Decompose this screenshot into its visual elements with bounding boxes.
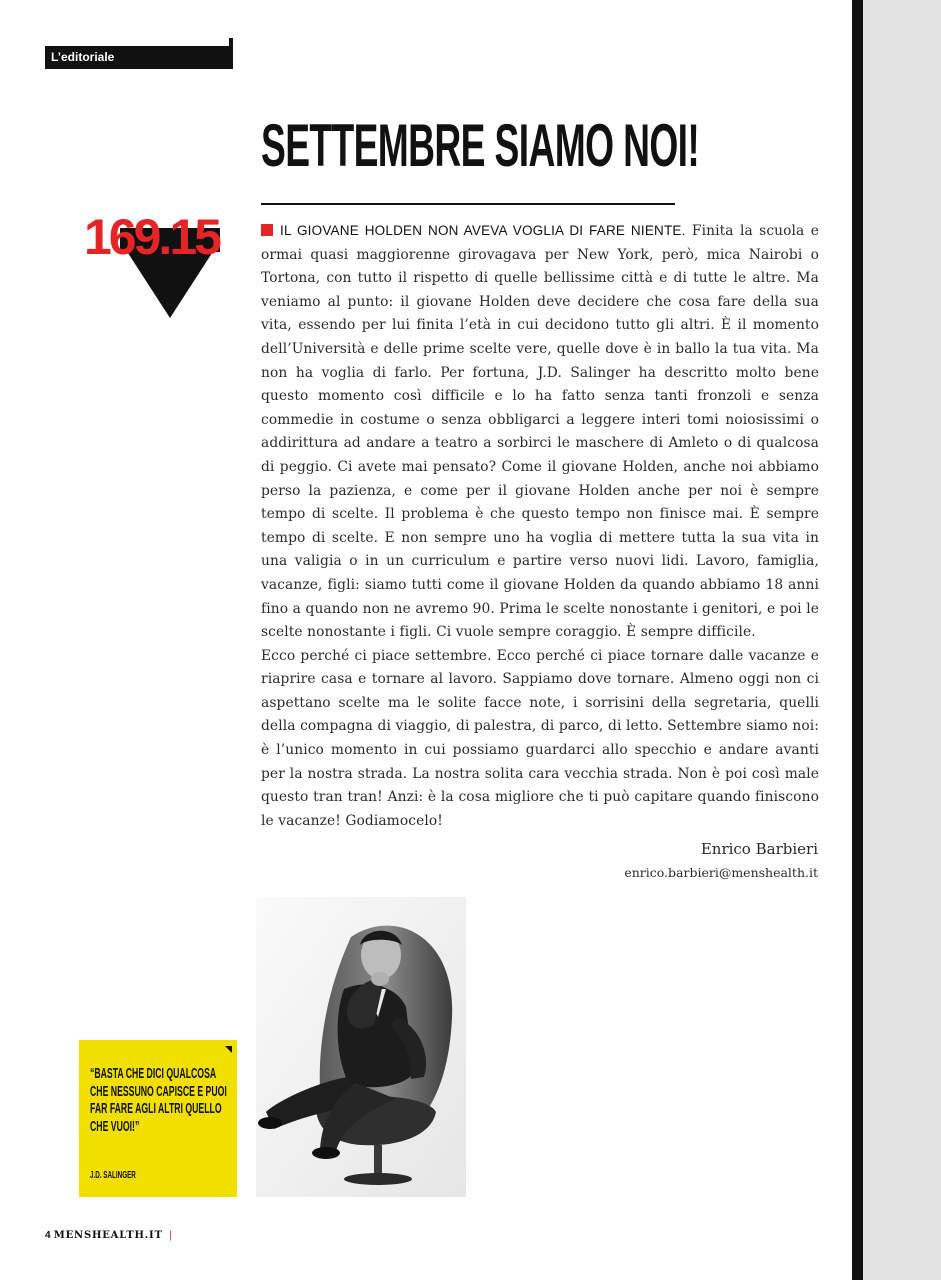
footer-page-number: 4 xyxy=(45,1230,51,1241)
pull-quote-box xyxy=(79,1040,237,1197)
pull-quote-text: “BASTA CHE DICI QUALCOSA CHE NESSUNO CAPISCE E PUOI FAR FARE AGLI ALTRI QUELLO CHE VUOI!” xyxy=(90,1066,227,1135)
pull-quote-author: J.D. SALINGER xyxy=(90,1169,136,1181)
author-portrait-illustration xyxy=(256,897,466,1197)
issue-number: 169.15 xyxy=(84,209,219,265)
headline-rule xyxy=(261,203,675,205)
footer-site-name: MENSHEALTH.IT xyxy=(53,1230,163,1241)
footer-separator: | xyxy=(168,1230,173,1241)
section-label: L’editoriale xyxy=(45,46,233,69)
article-paragraph-1 xyxy=(261,219,819,645)
author-name: Enrico Barbieri xyxy=(700,840,818,858)
article-body xyxy=(261,219,819,833)
signature xyxy=(624,838,818,884)
article-lead-caps: IL GIOVANE HOLDEN NON AVEVA VOGLIA DI FARE NIENTE. xyxy=(280,223,686,238)
article-paragraph-2: Ecco perché ci piace settembre. Ecco perché ci piace tornare dalle vacanze e riaprire casa e tornare al lavoro. Sappiamo dove tornare. Almeno oggi non ci aspettano scelte ma le solite facce note, i sorrisini della segretaria, quelli della compagna di viaggio, di palestra, di parco, di letto. Settembre siamo noi: è l’unico momento in cui possiamo guardarci allo specchio e andare avanti per la nostra strada. La nostra solita cara vecchia strada. Non è poi così male questo tran tran! Anzi: è la cosa migliore che ti può capitare quando finiscono le vacanze! Godiamocelo! xyxy=(261,647,819,829)
quote-corner-icon xyxy=(225,1046,232,1053)
article-paragraph-1-text: Finita la scuola e ormai quasi maggiorenne girovagava per New York, però, mica Nairobi o Tortona, con tutto il rispetto di quelle bellissime città e di tutte le altre. Ma veniamo al punto: il giovane Holden deve decidere che cosa fare della sua vita, essendo per lui finita l’età in cui decidono tutto gli altri. È il momento dell’Università e delle prime scelte vere, quelle dove è in ballo la tua vita. Ma non ha voglia di farlo. Per fortuna, J.D. Salinger ha descritto molto bene questo momento così difficile e lo ha fatto senza tanti fronzoli e senza commedie in costume o senza obbligarci a leggere interi tomi noiosissimi o addirittura ad andare a teatro a sorbirci le maschere di Amleto o di qualcosa di peggio. Ci avete mai pensato? Come il giovane Holden, anche noi abbiamo perso la pazienza, e come per il giovane Holden anche per noi è sempre tempo di scelte. Il problema è che questo tempo non finisce mai. È sempre tempo di scelte. E non sempre uno ha voglia di mettere tutta la sua vita in una valigia o in un curriculum e partire verso nuovi lidi. Lavoro, famiglia, vacanze, figli: siamo tutti come il giovane Holden da quando abbiamo 18 anni fino a quando non ne avremo 90. Prima le scelte nonostante i genitori, e poi le scelte nonostante i figli. Ci vuole sempre coraggio. È sempre difficile. xyxy=(261,223,819,641)
page-footer xyxy=(45,1229,172,1243)
headline: SETTEMBRE SIAMO NOI! xyxy=(261,112,700,179)
page-edge-shadow xyxy=(852,0,863,1280)
red-square-marker xyxy=(261,224,273,236)
author-photo xyxy=(256,897,466,1197)
author-email: enrico.barbieri@menshealth.it xyxy=(624,865,818,880)
page-edge-margin xyxy=(863,0,941,1280)
